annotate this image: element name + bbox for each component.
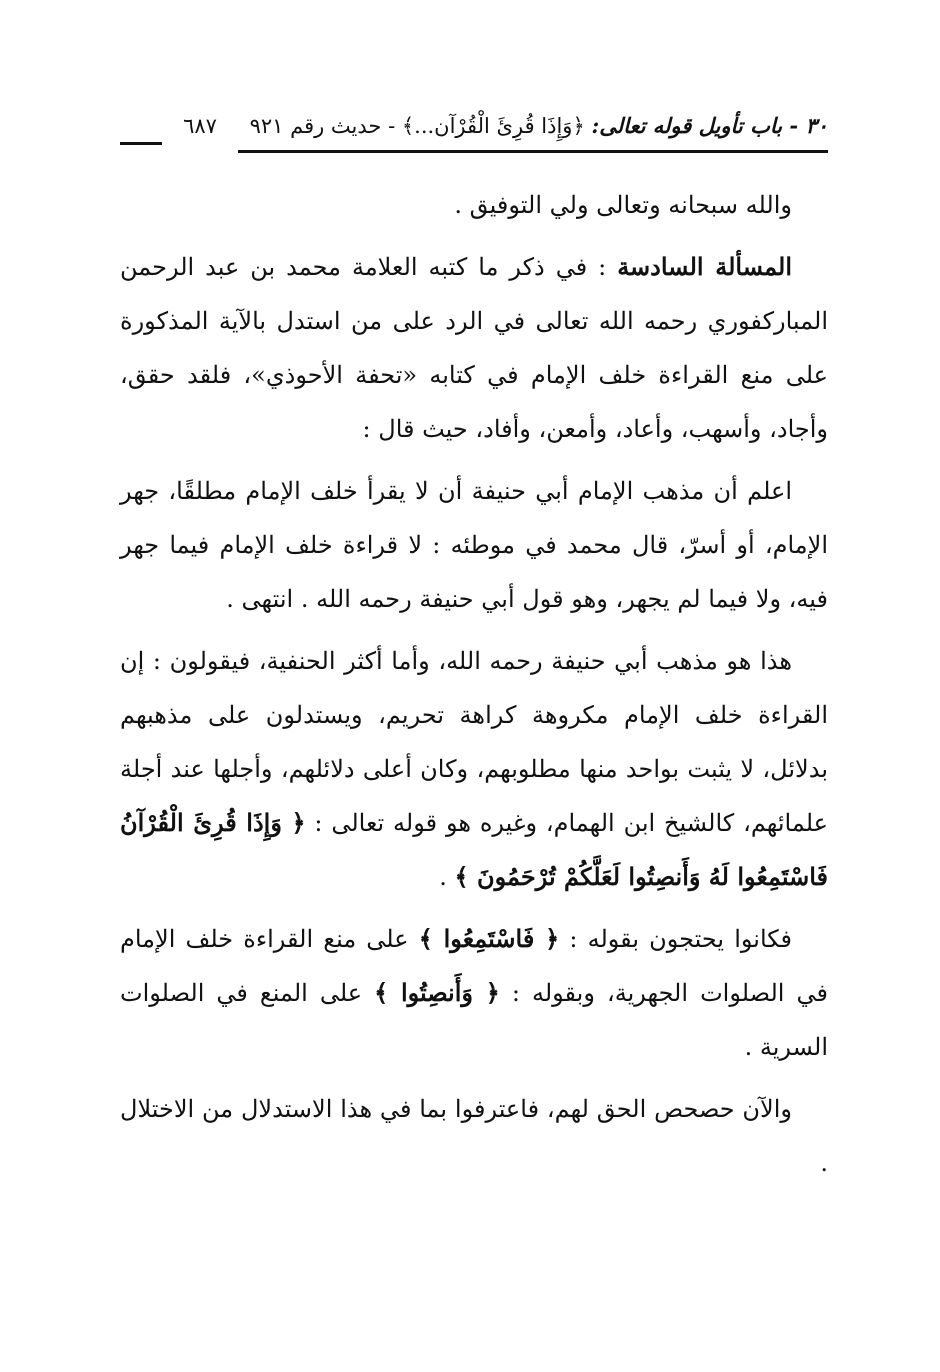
quran-verse: ﴿ وَإِذَا قُرِئَ الْقُرْآنُ فَاسْتَمِعُوا لَهُ وَأَنصِتُوا لَعَلَّكُمْ تُرْحَمُونَ ﴾	[120, 808, 828, 891]
page-body	[120, 178, 828, 1198]
page-number-block	[120, 106, 230, 150]
chapter-title-verse: ﴿وَإِذَا قُرِئَ الْقُرْآن...﴾	[395, 114, 592, 138]
chapter-title-hadith: - حديث رقم ٩٢١	[249, 114, 396, 138]
paragraph-argument-a: فكانوا يحتجون بقوله :	[569, 925, 792, 953]
paragraph-closing: والله سبحانه وتعالى ولي التوفيق .	[454, 191, 792, 219]
chapter-title-bab: ٣٠ - باب تأويل قوله تعالى:	[591, 113, 828, 138]
quran-word-listen: ﴿ فَاسْتَمِعُوا ﴾	[418, 924, 560, 953]
chapter-title	[238, 106, 828, 153]
paragraph-masala	[120, 240, 828, 456]
paragraph-hanafi-text: هذا هو مذهب أبي حنيفة رحمه الله، وأما أكثر الحنفية، فيقولون : إن القراءة خلف الإمام مكروهة كراهة تحريم، ويستدلون على مذهبهم بدلائل، لا يثبت بواحد منها مطلوبهم، وكان أعلى دلائلهم، وأجلها عند أجلة علمائهم، كالشيخ ابن الهمام، وغيره هو قوله تعالى :	[120, 647, 828, 837]
page-number-dash	[120, 142, 162, 145]
paragraph-masala-text: : في ذكر ما كتبه العلامة محمد بن عبد الرحمن المباركفوري رحمه الله تعالى في الرد على من استدل بالآية المذكورة على منع القراءة خلف الإمام في كتابه «تحفة الأحوذي»، فلقد حقق، وأجاد، وأسهب، وأعاد، وأمعن، وأفاد، حيث قال :	[120, 253, 828, 443]
paragraph-argument	[120, 912, 828, 1074]
quran-word-silent: ﴿ وَأَنصِتُوا ﴾	[374, 978, 500, 1007]
paragraph-hanafi	[120, 634, 828, 904]
paragraph-quote: اعلم أن مذهب الإمام أبي حنيفة أن لا يقرأ خلف الإمام مطلقًا، جهر الإمام، أو أسرّ، قال محمد في موطئه : لا قراءة خلف الإمام فيما جهر فيه، ولا فيما لم يجهر، وهو قول أبي حنيفة رحمه الله . انتهى .	[120, 477, 828, 613]
paragraph-conclusion: والآن حصحص الحق لهم، فاعترفوا بما في هذا الاستدلال من الاختلال .	[120, 1095, 828, 1177]
paragraph-argument-b: على منع القراءة خلف الإمام في الصلوات الجهرية، وبقوله :	[120, 925, 828, 1007]
section-heading: المسألة السادسة	[617, 252, 792, 281]
page-number: ٦٨٧	[183, 114, 217, 138]
paragraph-hanafi-end: .	[439, 863, 455, 891]
paragraph-argument-c: على المنع في الصلوات السرية .	[120, 979, 828, 1061]
running-header	[120, 106, 828, 156]
